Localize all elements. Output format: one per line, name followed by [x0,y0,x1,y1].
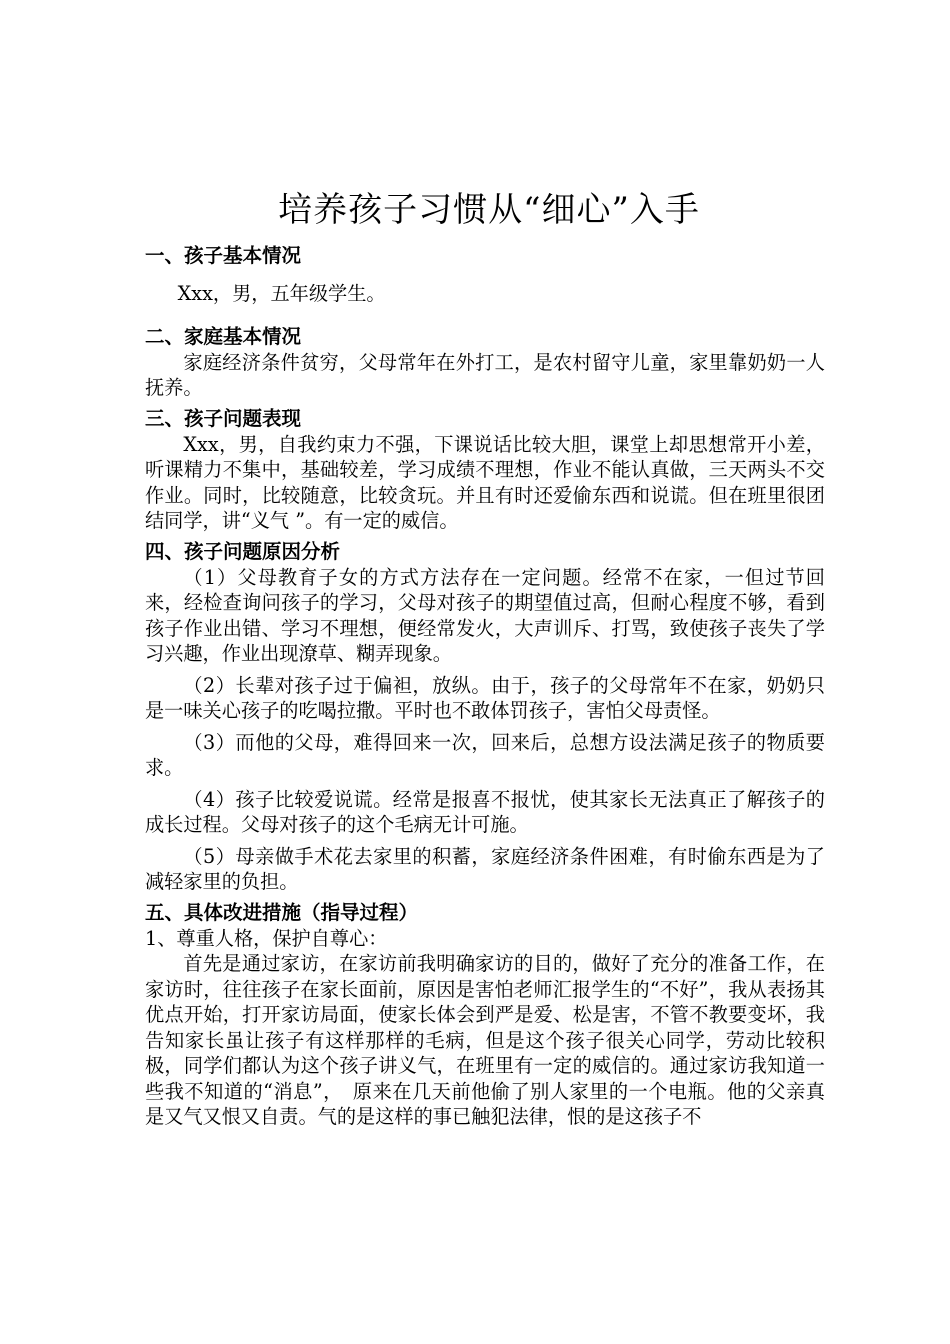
cause-paragraph-3: （3）而他的父母，难得回来一次，回来后，总想方设法满足孩子的物质要求。 [145,730,825,779]
cause-paragraph-4: （4）孩子比较爱说谎。经常是报喜不报忧，使其家长无法真正了解孩子的成长过程。父母对孩子的这个毛病无计可施。 [145,787,825,836]
section-cause-analysis [145,538,825,895]
section-heading: 四、孩子问题原因分析 [145,539,341,563]
section-heading: 五、具体改进措施（指导过程） [145,900,419,924]
section-heading: 一、孩子基本情况 [145,244,302,267]
section-paragraph: Xxx，男，自我约束力不强，下课说话比较大胆，课堂上却思想常开小差，听课精力不集中，基础较差，学习成绩不理想，作业不能认真做，三天两头不交作业。同时，比较随意，比较贪玩。并且有时还爱偷东西和说谎。但在班里很团结同学，讲“义气 ”。有一定的威信。 [145,432,825,532]
section-paragraph: 家庭经济条件贫穷，父母常年在外打工，是农村留守儿童，家里靠奶奶一人抚养。 [145,350,825,399]
section-heading: 三、孩子问题表现 [145,406,302,430]
document-page [145,184,825,1130]
section-improvement-measures [145,899,825,1130]
cause-paragraph-1: （1）父母教育子女的方式方法存在一定问题。经常不在家，一但过节回来，经检查询问孩子的学习，父母对孩子的期望值过高，但耐心程度不够，看到孩子作业出错、学习不理想，便经常发火，大声训斥、打骂，致使孩子丧失了学习兴趣，作业出现潦草、糊弄现象。 [145,565,825,665]
subsection-heading: 1、尊重人格，保护自尊心： [145,926,388,950]
document-title: 培养孩子习惯从“细心”入手 [278,190,700,230]
section-child-basic-info [145,242,825,307]
cause-paragraph-2: （2）长辈对孩子过于偏袒，放纵。由于，孩子的父母常年不在家，奶奶只是一味关心孩子的吃喝拉撒。平时也不敢体罚孩子，害怕父母责怪。 [145,673,825,722]
section-paragraph: 首先是通过家访，在家访前我明确家访的目的，做好了充分的准备工作，在家访时，往往孩子在家长面前，原因是害怕老师汇报学生的“不好”，我从表扬其优点开始，打开家访局面，使家长体会到严是爱、松是害，不管不教要变坏，我告知家长虽让孩子有这样那样的毛病，但是这个孩子很关心同学，劳动比较积极，同学们都认为这个孩子讲义气，在班里有一定的威信的。通过家访我知道一些我不知道的“消息”， 原来在几天前他偷了别人家里的一个电瓶。他的父亲真是又气又恨又自责。气的是这样的事已触犯法律，恨的是这孩子不 [145,952,825,1128]
cause-paragraph-5: （5）母亲做手术花去家里的积蓄，家庭经济条件困难，有时偷东西是为了减轻家里的负担。 [145,844,825,893]
section-family-basic-info [145,323,825,401]
section-child-problems [145,405,825,534]
section-heading: 二、家庭基本情况 [145,324,302,348]
section-paragraph: Xxx，男，五年级学生。 [177,282,386,305]
